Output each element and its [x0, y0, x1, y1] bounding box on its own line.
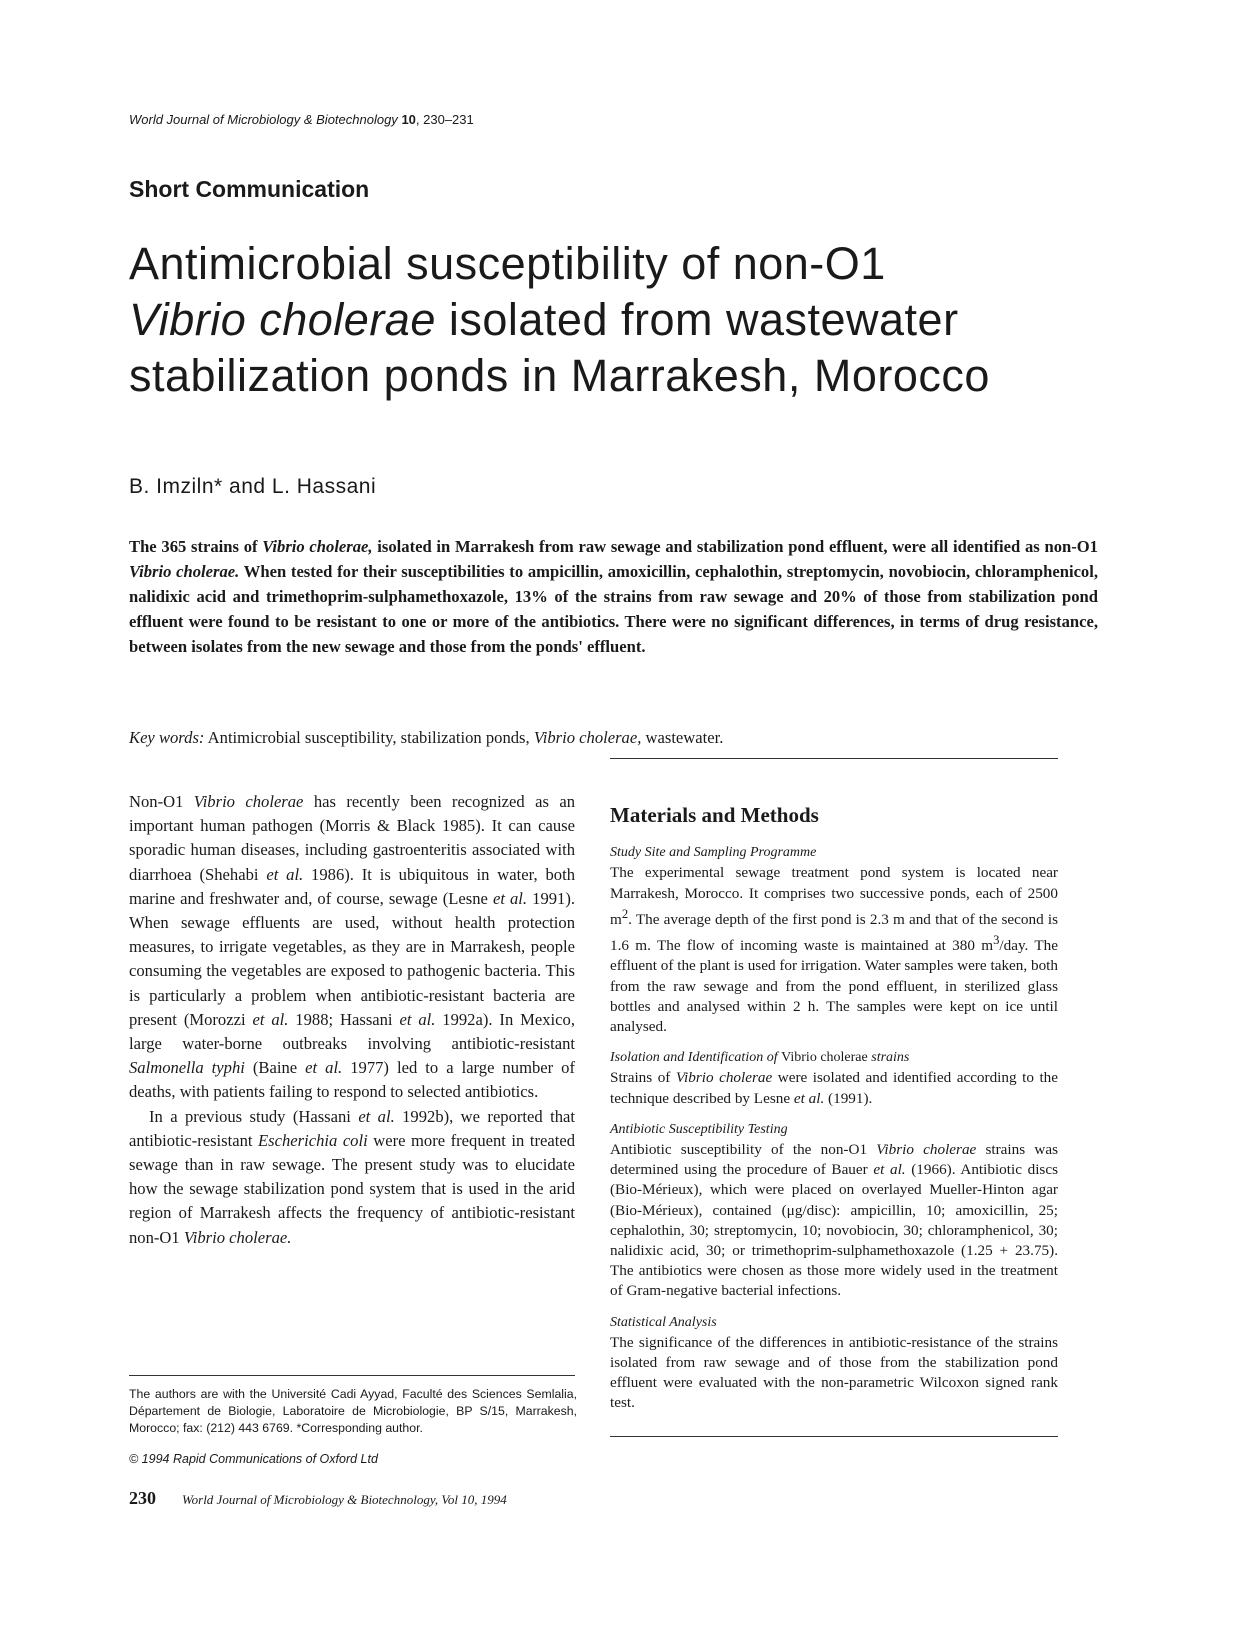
journal-volume: 10 — [401, 112, 416, 127]
journal-pages: 230–231 — [423, 112, 474, 127]
copyright: © 1994 Rapid Communications of Oxford Ltd — [129, 1452, 378, 1466]
title-line-2: Vibrio cholerae isolated from wastewater — [129, 294, 959, 345]
keywords: Key words: Antimicrobial susceptibility, stabilization ponds, Vibrio cholerae, wastewater. — [129, 728, 724, 747]
materials-methods-heading: Materials and Methods — [610, 803, 819, 827]
isolation-paragraph: Strains of Vibrio cholerae were isolated and identified according to the technique described by Lesne et al. (1991). — [610, 1069, 1058, 1107]
right-column — [610, 789, 1058, 1414]
susceptibility-paragraph: Antibiotic susceptibility of the non-O1 Vibrio cholerae strains was determined using the procedure of Bauer et al. (1966). Antibiotic discs (Bio-Mérieux), which were placed on overlayed Mueller-Hinton agar (Bio-Mérieux), contained (μg/disc): ampicillin, 10; amoxicillin, 25; cephalothin, 30; streptomycin, 10; novobiocin, 30; chloramphenicol, 30; nalidixic acid, 30; or trimethoprim-sulphamethoxazole (1.25 + 23.75). The antibiotics were chosen as those more widely used in the treatment of Gram-negative bacterial infections. — [610, 1140, 1058, 1300]
page-number: 230 — [129, 1488, 156, 1508]
keywords-label: Key words: — [129, 728, 205, 747]
right-column-top-rule — [610, 758, 1058, 759]
page-footer — [129, 1488, 507, 1509]
journal-name: World Journal of Microbiology & Biotechnology — [129, 112, 398, 127]
author-affiliation: The authors are with the Université Cadi Ayyad, Faculté des Sciences Semlalia, Département de Biologie, Laboratoire de Microbiologie, BP S/15, Marrakesh, Morocco; fax: (212) 443 6769. *Corresponding author. — [129, 1387, 577, 1435]
title-line-1: Antimicrobial susceptibility of non-O1 — [129, 238, 886, 289]
title-line-3: stabilization ponds in Marrakesh, Morocco — [129, 350, 990, 401]
article-title — [129, 236, 1129, 404]
intro-paragraph-2: In a previous study (Hassani et al. 1992b), we reported that antibiotic-resistant Escherichia coli were more frequent in treated sewage than in raw sewage. The present study was to elucidate how the sewage stabilization pond system that is used in the arid region of Marrakesh affects the frequency of antibiotic-resistant non-O1 Vibrio cholerae. — [129, 1106, 575, 1247]
left-column — [129, 790, 575, 1250]
subsection-title: Statistical Analysis — [610, 1314, 717, 1330]
subsection-title: Antibiotic Susceptibility Testing — [610, 1121, 788, 1137]
study-site-paragraph: The experimental sewage treatment pond system is located near Marrakesh, Morocco. It comprises two successive ponds, each of 2500 $m^2$. The average depth of the first pond is 2.3 m and that of the second is 1.6 m. The flow of incoming waste is maintained at 380 $m^3$/day. The effluent of the plant is used for irrigation. Water samples were taken, both from the raw sewage and from the pond effluent, in sterilized glass bottles and analysed within 2 h. The samples were kept on ice until analysed. — [610, 864, 1059, 1035]
abstract: The 365 strains of Vibrio cholerae, isolated in Marrakesh from raw sewage and stabilization pond effluent, were all identified as non-O1 Vibrio cholerae. When tested for their susceptibilities to ampicillin, amoxicillin, cephalothin, streptomycin, novobiocin, chloramphenicol, nalidixic acid and trimethoprim-sulphamethoxazole, 13% of the strains from raw sewage and 20% of those from stabilization pond effluent were found to be resistant to one or more of the antibiotics. There were no significant differences, in terms of drug resistance, between isolates from the new sewage and those from the ponds' effluent. — [129, 537, 1098, 656]
subsection-title: Study Site and Sampling Programme — [610, 845, 817, 861]
journal-header: World Journal of Microbiology & Biotechnology 10, 230–231 — [129, 112, 474, 127]
right-column-bottom-rule — [610, 1436, 1058, 1437]
intro-paragraph-1: Non-O1 Vibrio cholerae has recently been recognized as an important human pathogen (Morris & Black 1985). It can cause sporadic human diseases, including gastroenteritis associated with diarrhoea (Shehabi et al. 1986). It is ubiquitous in water, both marine and freshwater and, of course, sewage (Lesne et al. 1991). When sewage effluents are used, without health protection measures, to irrigate vegetables, as they are in Marrakesh, people consuming the vegetables are exposed to pathogenic bacteria. This is particularly a problem when antibiotic-resistant bacteria are present (Morozzi et al. 1988; Hassani et al. 1992a). In Mexico, large water-borne outbreaks involving antibiotic-resistant Salmonella typhi (Baine et al. 1977) led to a large number of deaths, with patients failing to respond to selected antibiotics. — [129, 792, 576, 1102]
title-species: Vibrio cholerae — [129, 294, 436, 345]
statistics-paragraph: The significance of the differences in antibiotic-resistance of the strains isolated from raw sewage and of those from the stabilization pond effluent were evaluated with the non-parametric Wilcoxon signed rank test. — [610, 1333, 1058, 1412]
authors: B. Imziln* and L. Hassani — [129, 475, 377, 498]
section-label: Short Communication — [129, 176, 370, 202]
footnote-rule — [129, 1375, 575, 1376]
footer-journal-citation: World Journal of Microbiology & Biotechnology, Vol 10, 1994 — [182, 1492, 507, 1507]
subsection-title: Isolation and Identification of Vibrio cholerae strains — [610, 1050, 910, 1066]
